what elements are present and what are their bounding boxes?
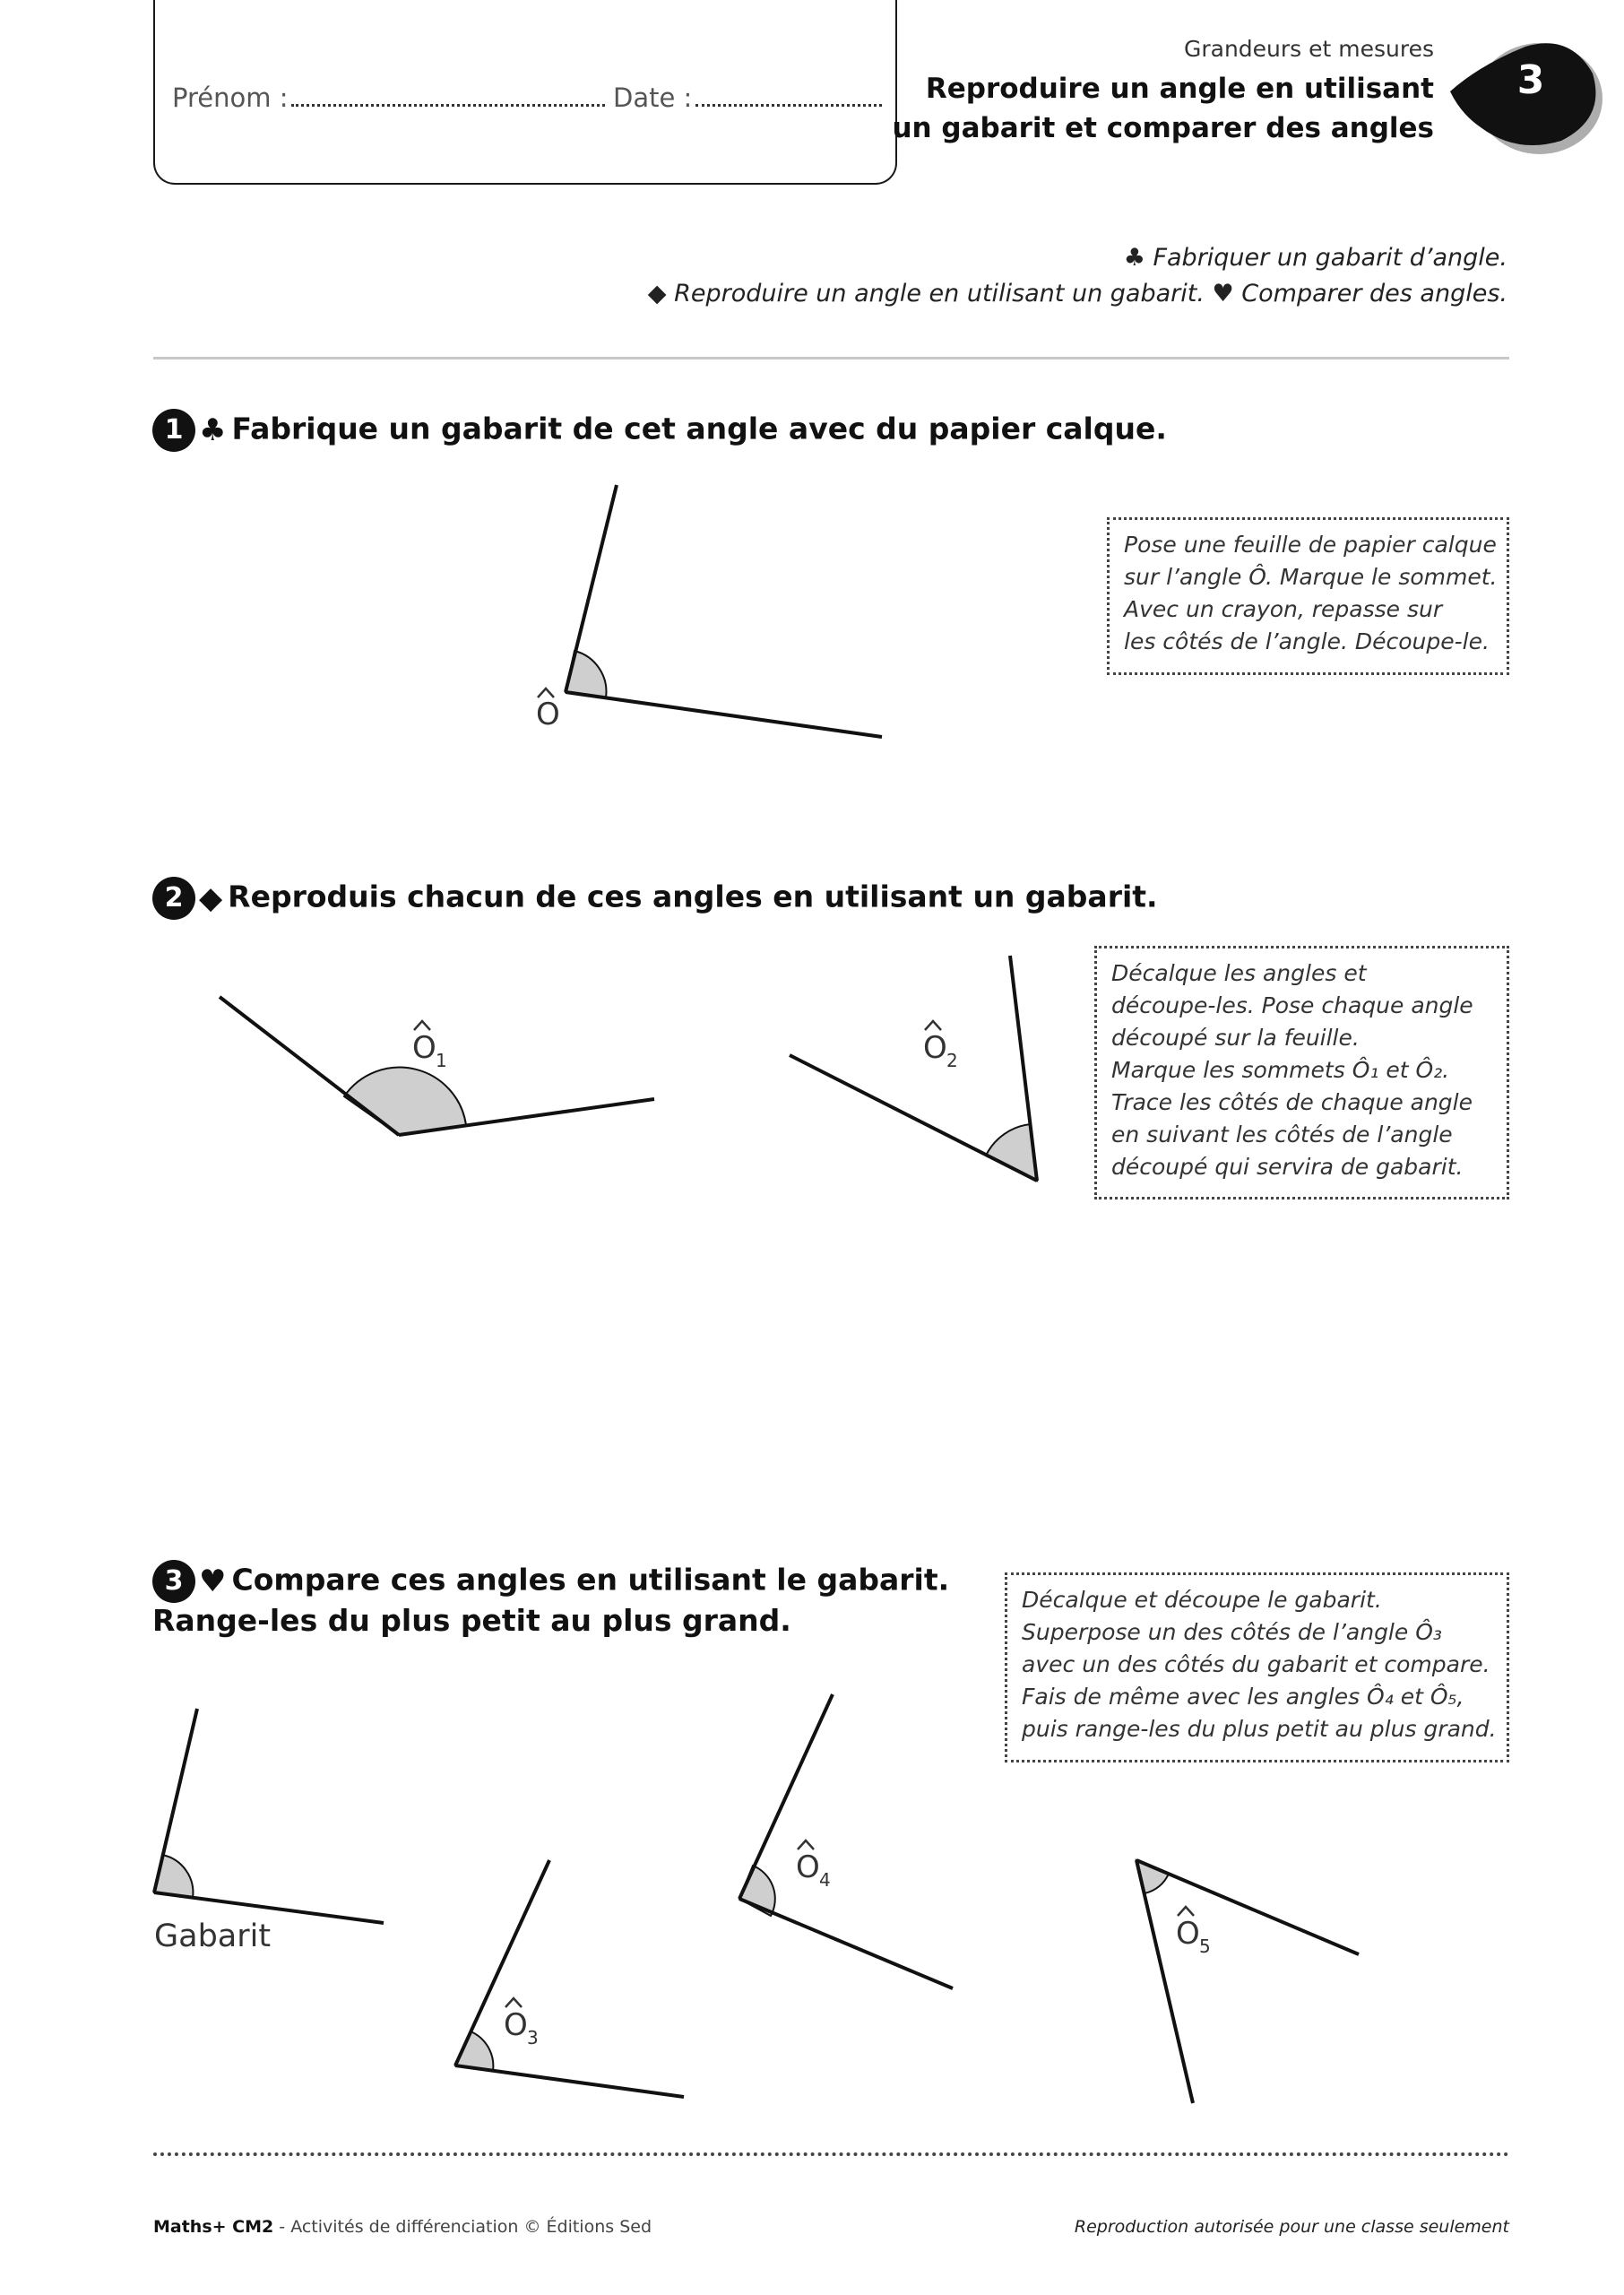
angle-o1-label: O bbox=[412, 1030, 436, 1066]
exercise2-title bbox=[152, 877, 1158, 920]
angle-o4-figure bbox=[726, 1685, 968, 1990]
angle-o5-side2 bbox=[1136, 1860, 1193, 2103]
date-field[interactable] bbox=[613, 82, 882, 113]
angle-o1-figure bbox=[206, 986, 681, 1148]
hint3-line3: avec un des côtés du gabarit et compare. bbox=[1022, 1651, 1490, 1677]
exercise2-number: 2 bbox=[152, 877, 195, 920]
first-name-dotted-line bbox=[291, 84, 605, 107]
hint3-line5: puis range-les du plus petit au plus grand. bbox=[1022, 1716, 1497, 1742]
angle-o5-figure bbox=[1120, 1847, 1371, 2116]
sheet-header bbox=[892, 36, 1434, 148]
footer-rights: Reproduction autorisée pour une classe seulement bbox=[1074, 2217, 1509, 2237]
angle-o3-figure bbox=[439, 1847, 699, 2107]
objective-line1: ♣ Fabriquer un gabarit d’angle. bbox=[1123, 244, 1507, 272]
hint2-line7: découpé qui servira de gabarit. bbox=[1111, 1154, 1464, 1180]
heart-icon: ♥ bbox=[199, 1563, 227, 1599]
angle-o2-label: O bbox=[923, 1030, 947, 1066]
hint2-line6: en suivant les côtés de l’angle bbox=[1111, 1122, 1453, 1148]
angle-o4-side2 bbox=[739, 1899, 953, 1988]
angle-o5-label: O bbox=[1176, 1916, 1200, 1952]
date-label: Date : bbox=[613, 82, 693, 113]
angle-hat-icon bbox=[505, 1998, 522, 2007]
hint1-line3: Avec un crayon, repasse sur bbox=[1124, 596, 1443, 622]
footer-publisher: - Activités de différenciation © Éditions Sed bbox=[273, 2217, 652, 2237]
hint2-line2: découpe-les. Pose chaque angle bbox=[1111, 992, 1473, 1018]
angle-o3-label: O bbox=[504, 2007, 528, 2043]
hint2-line5: Trace les côtés de chaque angle bbox=[1111, 1089, 1473, 1115]
footer-book: Maths+ CM2 bbox=[153, 2217, 274, 2237]
sheet-title-line2: un gabarit et comparer des angles bbox=[892, 112, 1434, 144]
angle-hat-icon bbox=[1178, 1907, 1194, 1916]
hint2-line1: Décalque les angles et bbox=[1111, 960, 1367, 986]
exercise1-number: 1 bbox=[152, 409, 195, 452]
angle-o5-side1 bbox=[1136, 1860, 1359, 1954]
objective-line2: ◆ Reproduire un angle en utilisant un gabarit. ♥ Comparer des angles. bbox=[647, 280, 1507, 307]
angle-o2-figure bbox=[780, 946, 1049, 1188]
exercise3-hint-box bbox=[1005, 1572, 1509, 1762]
hint1-line4: les côtés de l’angle. Découpe-le. bbox=[1124, 628, 1490, 654]
first-name-field[interactable] bbox=[172, 82, 605, 113]
angle-o4-subscript: 4 bbox=[819, 1869, 831, 1891]
angle-o-side2 bbox=[566, 692, 882, 737]
angle-o2-subscript: 2 bbox=[946, 1050, 958, 1071]
angle-o4-label: O bbox=[796, 1849, 820, 1885]
angle-o3-side2 bbox=[455, 2066, 684, 2097]
objectives bbox=[648, 240, 1507, 312]
angle-o2-side1 bbox=[790, 1055, 1037, 1181]
exercise2-title-text: Reproduis chacun de ces angles en utilisant un gabarit. bbox=[228, 879, 1158, 914]
angle-o3-subscript: 3 bbox=[527, 2027, 539, 2048]
first-name-label: Prénom : bbox=[172, 82, 289, 113]
exercise1-hint-box bbox=[1107, 517, 1509, 675]
hint3-line2: Superpose un des côtés de l’angle Ô₃ bbox=[1022, 1619, 1442, 1645]
exercise3-title-line2: Range-les du plus petit au plus grand. bbox=[152, 1603, 791, 1638]
hint2-line3: découpé sur la feuille. bbox=[1111, 1025, 1360, 1051]
date-dotted-line bbox=[695, 84, 882, 107]
category-label: Grandeurs et mesures bbox=[1183, 36, 1434, 62]
hint1-line1: Pose une feuille de papier calque bbox=[1124, 532, 1497, 558]
angle-hat-icon bbox=[798, 1840, 814, 1849]
angle-hat-icon bbox=[925, 1021, 941, 1030]
template-label: Gabarit bbox=[154, 1918, 272, 1954]
exercise1-angle-figure bbox=[502, 475, 905, 744]
angle-o1-side1 bbox=[220, 997, 399, 1135]
hint3-line1: Décalque et découpe le gabarit. bbox=[1022, 1587, 1382, 1613]
hint3-line4: Fais de même avec les angles Ô₄ et Ô₅, bbox=[1022, 1684, 1464, 1710]
exercise2-hint-box bbox=[1094, 946, 1509, 1199]
footer-divider bbox=[153, 2152, 1509, 2156]
hint2-line4: Marque les sommets Ô₁ et Ô₂. bbox=[1111, 1057, 1450, 1083]
diamond-icon: ◆ bbox=[199, 880, 223, 916]
exercise3-number: 3 bbox=[152, 1560, 195, 1603]
header-divider bbox=[153, 357, 1509, 359]
angle-o-label: O bbox=[536, 697, 560, 732]
angle-o5-subscript: 5 bbox=[1199, 1936, 1211, 1957]
angle-o1-subscript: 1 bbox=[436, 1050, 447, 1071]
sheet-number: 3 bbox=[1516, 57, 1545, 103]
exercise3-title bbox=[152, 1560, 949, 1603]
sheet-title-line1: Reproduire un angle en utilisant bbox=[925, 73, 1434, 105]
footer-credit bbox=[153, 2217, 652, 2237]
exercise1-title bbox=[152, 409, 1167, 452]
angle-hat-icon bbox=[414, 1021, 430, 1030]
exercise3-title-line1: Compare ces angles en utilisant le gabarit. bbox=[231, 1562, 950, 1598]
exercise1-title-text: Fabrique un gabarit de cet angle avec du papier calque. bbox=[231, 411, 1167, 446]
hint1-line2: sur l’angle Ô. Marque le sommet. bbox=[1124, 564, 1498, 590]
club-icon: ♣ bbox=[199, 412, 227, 448]
